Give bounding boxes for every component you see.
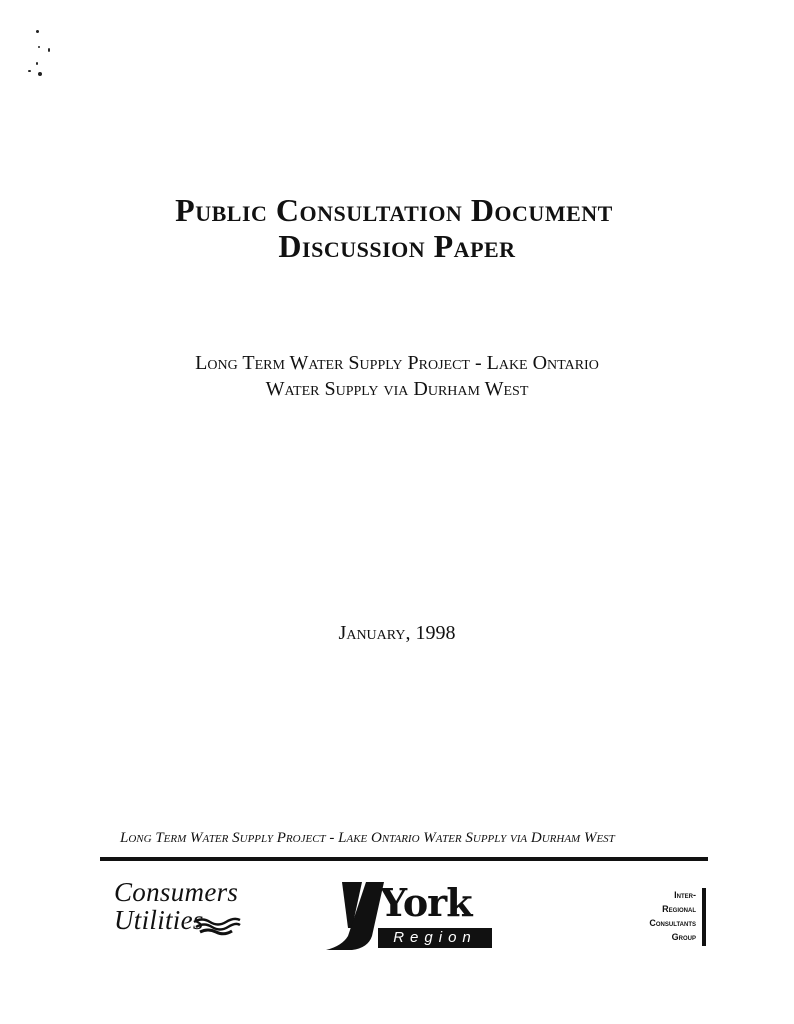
- document-title-line2: Discussion Paper: [278, 228, 516, 264]
- irc-logo-line2: Regional: [662, 904, 696, 914]
- consumers-logo-line2: Utilities: [114, 905, 204, 935]
- irc-logo-line3: Consultants: [649, 918, 696, 928]
- scan-speck: [38, 46, 40, 48]
- waves-icon: [192, 916, 242, 936]
- document-title-line1: Public Consultation Document: [175, 192, 613, 228]
- consumers-logo-line1: Consumers: [114, 877, 239, 907]
- irc-group-logo: [600, 888, 710, 948]
- document-subtitle-line1: Long Term Water Supply Project - Lake Ontario: [195, 352, 599, 374]
- document-date: January, 1998: [338, 622, 456, 644]
- scan-speck: [28, 70, 31, 72]
- document-subtitle-line2: Water Supply via Durham West: [265, 378, 529, 400]
- york-wordmark: York: [380, 880, 472, 925]
- footer-rule: [100, 857, 708, 861]
- irc-logo-line4: Group: [671, 932, 696, 942]
- scan-speck: [36, 62, 38, 65]
- scan-speck: [36, 30, 39, 33]
- irc-logo-line1: Inter-: [674, 890, 696, 900]
- consumers-utilities-logo: [114, 878, 274, 948]
- scan-speck: [48, 48, 50, 52]
- scan-speck: [38, 72, 42, 76]
- york-region-label: Region: [378, 928, 492, 948]
- irc-logo-bar: [702, 888, 706, 946]
- footer-running-title: Long Term Water Supply Project - Lake Ontario Water Supply via Durham West: [120, 830, 615, 846]
- york-region-logo: [322, 878, 502, 954]
